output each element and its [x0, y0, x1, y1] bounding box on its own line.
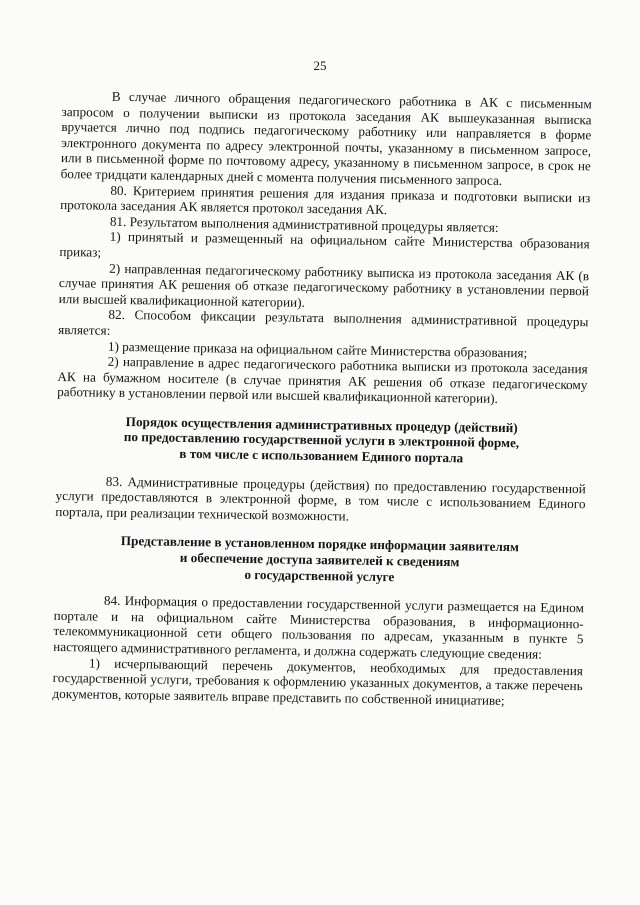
page-number: 25	[313, 58, 327, 73]
heading-line: по предоставлению государственной услуги в электронной форме,	[123, 429, 520, 451]
paragraph-83: 83. Административные процедуры (действия) по предоставлению государственной услуги предоставляются в электронной форме, в том числе с использованием Единого портала, при реализации технической возможности.	[55, 473, 586, 524]
paragraph-80: 80. Критерием принятия решения для издания приказа и подготовки выписки из протокола заседания АК является протокол заседания АК.	[60, 182, 591, 218]
paragraph-84-item-1: 1) исчерпывающий перечень документов, необходимых для предоставления государственной услуги, требования к оформлению указанных документов, а также перечень документов, которые заявитель вправе представить по собственной инициативе;	[52, 655, 584, 708]
paragraph-81-item-1: 1) принятый и размещенный на официальном сайте Министерства образования приказ;	[59, 229, 590, 260]
heading-line: в том числе с использованием Единого портала	[179, 445, 464, 466]
section-heading-electronic-procedures	[56, 413, 587, 468]
heading-line: и обеспечение доступа заявителей к сведениям	[179, 549, 460, 570]
section-heading-information	[54, 532, 585, 587]
paragraph-81: 81. Результатом выполнения административной процедуры является:	[109, 213, 499, 235]
paragraph-82-item-1: 1) размещение приказа на официальном сайте Министерства образования;	[107, 338, 528, 360]
paragraph-84: 84. Информация о предоставлении государственной услуги размещается на Едином портале и на официальном сайте Министерства образования, в информационно-телекоммуникационной сети общего пользования по адресам, указанным в пункте 5 настоящего административного регламента, и должна содержать следующие сведения:	[53, 592, 585, 662]
paragraph-82-item-2: 2) направление в адрес педагогического работника выписки из протокола заседания АК на бумажном носителе (в случае принятия АК решения об отказе педагогическому работнику в установлении первой или высшей квалификационной категории).	[57, 353, 588, 407]
paragraph-82: 82. Способом фиксации результата выполнения административной процедуры является:	[58, 307, 589, 338]
heading-line: о государственной услуге	[244, 566, 395, 584]
heading-line: Порядок осуществления административных процедур (действий)	[125, 413, 518, 436]
heading-line: Представление в установленном порядке информации заявителям	[120, 533, 520, 555]
paragraph-personal-request: В случае личного обращения педагогического работника в АК с письменным запросом о получении выписки из протокола заседания АК вышеуказанная выписка вручается лично под подпись педагогическому работнику или направляется в форме электронного документа по адресу электронной почты, указанному в письменном запросе, или в письменной форме по почтовому адресу, указанному в письменном запросе, в срок не более тридцати календарных дней с момента получения письменного запроса.	[60, 88, 592, 188]
paragraph-81-item-2: 2) направленная педагогическому работнику выписка из протокола заседания АК (в случае принятия АК решения об отказе педагогическому работнику в установлении первой или высшей квалификационной категории).	[58, 260, 590, 310]
document-body	[52, 88, 592, 710]
